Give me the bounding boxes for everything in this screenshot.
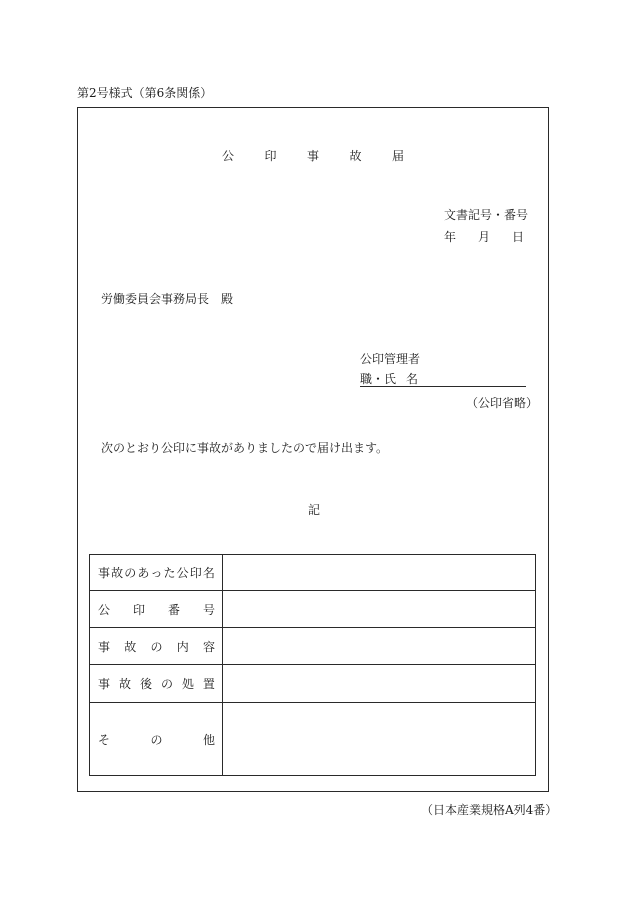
row-label: 事 故 の あ っ た 公 印 名 [90,555,223,591]
date-month: 月 [477,230,490,244]
details-table [89,554,536,776]
row-label: 事 故 後 の 処 置 [90,665,223,703]
row-label: 事 故 の 内 容 [90,628,223,665]
ki-heading: 記 [308,503,321,517]
row-label: 公 印 番 号 [90,591,223,628]
seal-name-field[interactable] [223,555,536,591]
table-row [90,665,536,703]
form-number: 第2号様式（第6条関係） [77,86,213,100]
other-field[interactable] [223,703,536,776]
seal-number-field[interactable] [223,591,536,628]
table-row [90,591,536,628]
date-day: 日 [511,230,524,244]
addressee: 労働委員会事務局長 殿 [101,292,234,306]
doc-number-label: 文書記号・番号 [444,208,529,222]
date-year: 年 [444,230,457,244]
name-field-label [360,370,418,387]
post-incident-action-field[interactable] [223,665,536,703]
name-field[interactable] [360,370,526,387]
name-label-prefix: 職・氏 [360,372,397,386]
table-row [90,703,536,776]
title-char: 公 [222,149,235,163]
seal-omitted-note: （公印省略） [466,396,539,410]
table-row [90,628,536,665]
paper-size-note: （日本産業規格A列4番） [421,803,558,817]
seal-manager-label: 公印管理者 [360,352,421,366]
name-label-suffix: 名 [405,372,418,386]
row-label: そ の 他 [90,703,223,776]
table-row [90,555,536,591]
body-text: 次のとおり公印に事故がありましたので届け出ます。 [101,441,389,455]
date-row [444,228,524,245]
title-char: 届 [391,149,404,163]
incident-details-field[interactable] [223,628,536,665]
title-char: 故 [349,149,362,163]
form-title [222,147,404,164]
title-char: 印 [264,149,277,163]
title-char: 事 [306,149,319,163]
